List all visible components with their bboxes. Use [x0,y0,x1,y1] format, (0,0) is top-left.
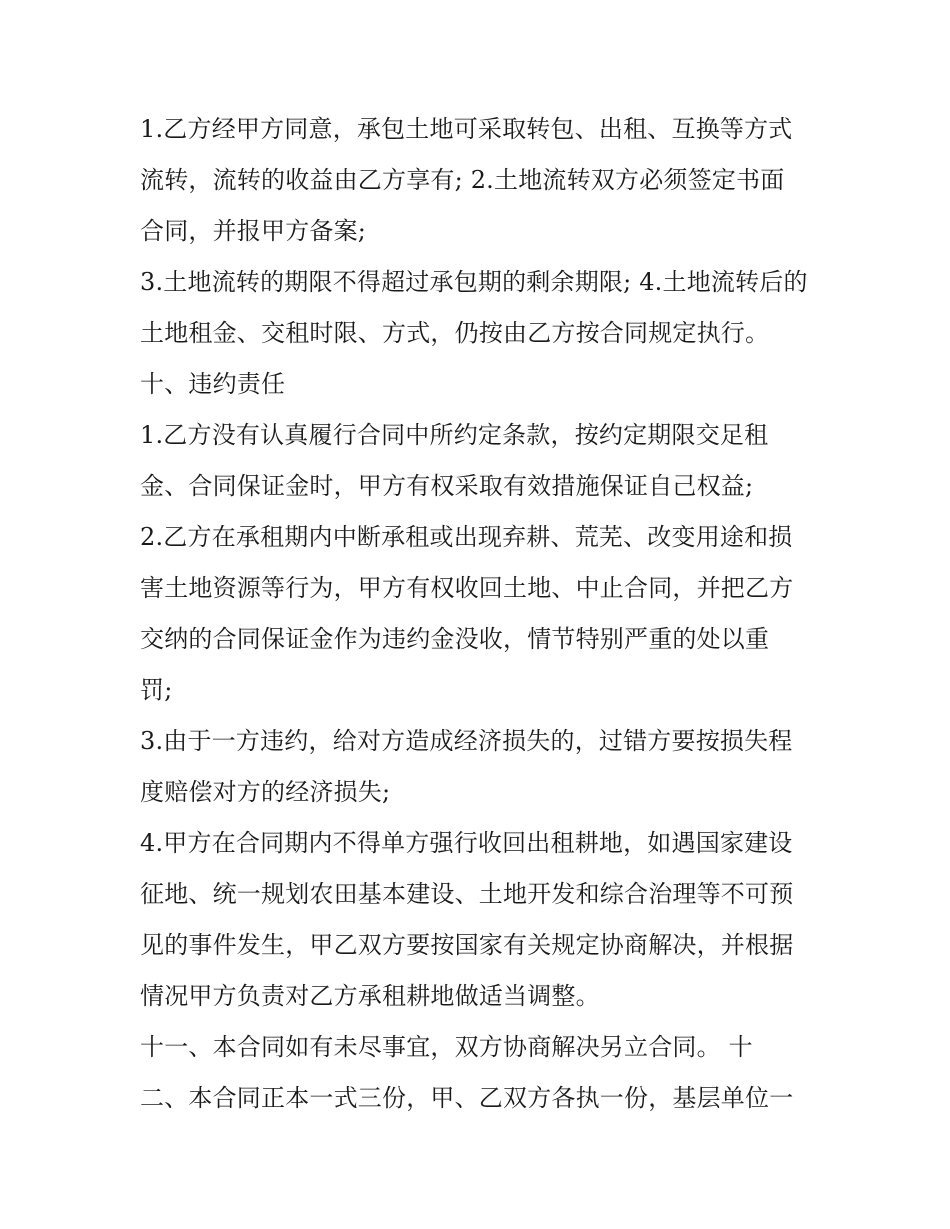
text-line: 土地租金、交租时限、方式，仍按由乙方按合同规定执行。 [140,319,770,347]
text-line: 害土地资源等行为，甲方有权收回土地、中止合同，并把乙方 [140,574,794,602]
contract-text [140,104,820,1124]
text-line: 4.甲方在合同期内不得单方强行收回出租耕地，如遇国家建设 [140,829,793,857]
text-line: 合同，并报甲方备案; [140,217,367,245]
text-line: 情况甲方负责对乙方承租耕地做适当调整。 [140,982,600,1010]
section-heading: 十、违约责任 [140,370,286,398]
text-line: 见的事件发生，甲乙双方要按国家有关规定协商解决，并根据 [140,931,794,959]
text-line: 2.乙方在承租期内中断承租或出现弃耕、荒芜、改变用途和损 [140,523,793,551]
text-line: 罚; [140,676,173,704]
text-line: 流转，流转的收益由乙方享有; 2.土地流转双方必须签定书面 [140,166,785,194]
text-line: 3.土地流转的期限不得超过承包期的剩余期限; 4.土地流转后的 [140,268,808,296]
text-line: 交纳的合同保证金作为违约金没收，情节特别严重的处以重 [140,625,770,653]
text-line: 1.乙方没有认真履行合同中所约定条款，按约定期限交足租 [140,421,769,449]
text-line: 度赔偿对方的经济损失; [140,778,391,806]
text-line: 征地、统一规划农田基本建设、土地开发和综合治理等不可预 [140,880,794,908]
text-line: 1.乙方经甲方同意，承包土地可采取转包、出租、互换等方式 [140,115,793,143]
text-line: 3.由于一方违约，给对方造成经济损失的，过错方要按损失程 [140,727,793,755]
text-line: 十一、本合同如有未尽事宜，双方协商解决另立合同。 十 [140,1033,753,1061]
text-line: 二、本合同正本一式三份，甲、乙双方各执一份，基层单位一 [140,1084,794,1112]
text-line: 金、合同保证金时，甲方有权采取有效措施保证自己权益; [140,472,754,500]
